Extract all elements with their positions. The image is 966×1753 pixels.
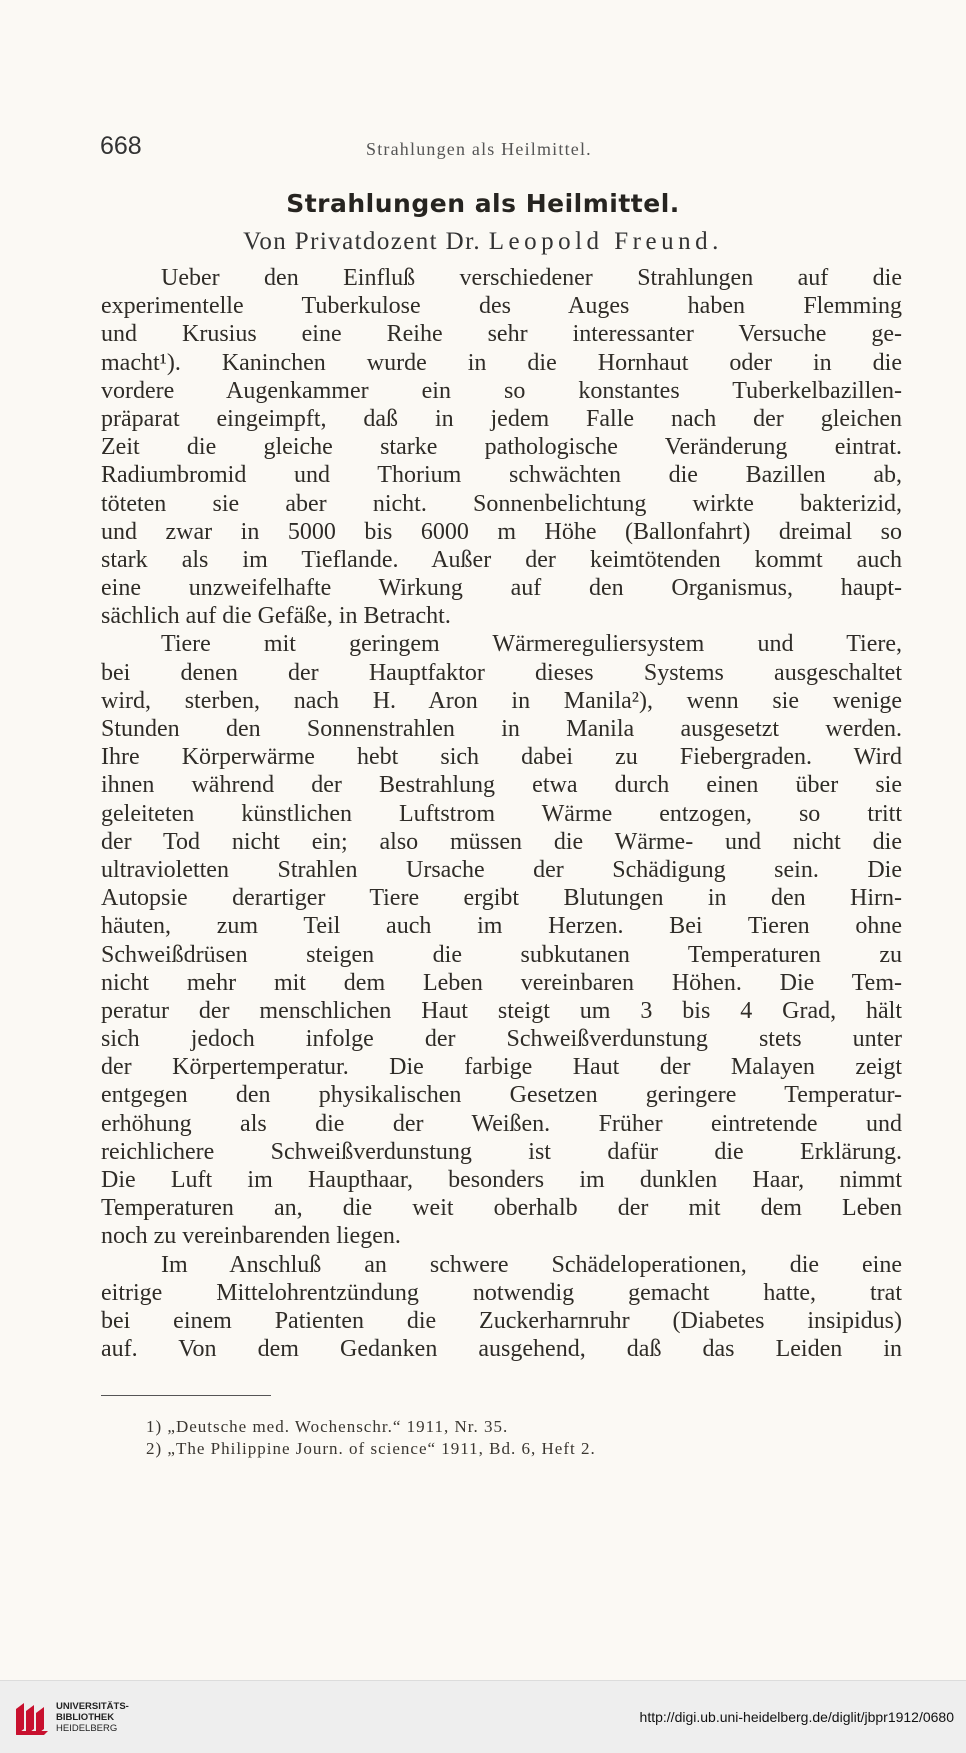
text-line: reichlichere Schweißverdunstung ist dafür die Erklärung. — [101, 1138, 902, 1165]
text-line: macht¹). Kaninchen wurde in die Hornhaut oder in die — [101, 349, 902, 376]
footnote-1: 1) „Deutsche med. Wochenschr.“ 1911, Nr. 35. — [146, 1417, 509, 1436]
text-line: der Körpertemperatur. Die farbige Haut der Malayen zeigt — [101, 1054, 902, 1081]
footnote-divider — [101, 1395, 271, 1396]
text-line: und Krusius eine Reihe sehr interessanter Versuche ge- — [101, 321, 902, 348]
text-line: sich jedoch infolge der Schweißverdunstung stets unter — [101, 1026, 902, 1053]
text-line: Ihre Körperwärme hebt sich dabei zu Fiebergraden. Wird — [101, 744, 902, 771]
text-line: peratur der menschlichen Haut steigt um 3 bis 4 Grad, hält — [101, 997, 902, 1024]
text-line: Radiumbromid und Thorium schwächten die Bazillen ab, — [101, 462, 902, 489]
text-line: Die Luft im Haupthaar, besonders im dunklen Haar, nimmt — [101, 1167, 902, 1193]
text-line: ultravioletten Strahlen Ursache der Schädigung sein. Die — [101, 856, 902, 883]
article-byline — [0, 228, 966, 256]
text-line: bei einem Patienten die Zuckerharnruhr (Diabetes insipidus) — [101, 1307, 902, 1334]
text-line: eine unzweifelhafte Wirkung auf den Organismus, haupt- — [101, 575, 902, 602]
text-line: geleiteten künstlichen Luftstrom Wärme entzogen, so tritt — [101, 800, 902, 827]
text-line: stark als im Tieflande. Außer der keimtötenden kommt auch — [101, 546, 902, 573]
text-line: und zwar in 5000 bis 6000 m Höhe (Ballonfahrt) dreimal so — [101, 518, 902, 545]
library-name — [56, 1701, 129, 1734]
text-line: Zeit die gleiche starke pathologische Veränderung eintrat. — [101, 434, 902, 461]
text-line: eitrige Mittelohrentzündung notwendig gemacht hatte, trat — [101, 1279, 902, 1306]
text-line: erhöhung als die der Weißen. Früher eintretende und — [101, 1110, 902, 1137]
text-line: Im Anschluß an schwere Schädeloperationen, die eine — [161, 1251, 902, 1278]
text-line: noch zu vereinbarenden liegen. — [101, 1223, 401, 1250]
text-line: wird, sterben, nach H. Aron in Manila²), wenn sie wenige — [101, 687, 902, 714]
text-line: der Tod nicht ein; also müssen die Wärme- und nicht die — [101, 828, 902, 855]
text-line: auf. Von dem Gedanken ausgehend, daß das Leiden in — [101, 1336, 902, 1363]
text-line: töteten sie aber nicht. Sonnenbelichtung wirkte bakterizid, — [101, 490, 902, 517]
text-line: präparat eingeimpft, daß in jedem Falle nach der gleichen — [101, 405, 902, 432]
permalink-url[interactable]: http://digi.ub.uni-heidelberg.de/diglit/jbpr1912/0680 — [639, 1709, 954, 1725]
text-line: häuten, zum Teil auch im Herzen. Bei Tieren ohne — [101, 913, 902, 940]
text-line: Schweißdrüsen steigen die subkutanen Temperaturen zu — [101, 941, 902, 968]
text-line: Ueber den Einfluß verschiedener Strahlungen auf die — [161, 265, 902, 291]
text-line: Tiere mit geringem Wärmereguliersystem und Tiere, — [161, 631, 902, 658]
text-line: experimentelle Tuberkulose des Auges haben Flemming — [101, 293, 902, 320]
article-title: Strahlungen als Heilmittel. — [286, 189, 680, 218]
text-line: ihnen während der Bestrahlung etwa durch einen über sie — [101, 772, 902, 799]
viewer-footer-bar — [0, 1680, 966, 1753]
text-line: bei denen der Hauptfaktor dieses Systems ausgeschaltet — [101, 659, 902, 686]
text-line: Temperaturen an, die weit oberhalb der mit dem Leben — [101, 1195, 902, 1222]
text-line: entgegen den physikalischen Gesetzen geringere Temperatur- — [101, 1082, 902, 1109]
text-line: nicht mehr mit dem Leben vereinbaren Höhen. Die Tem- — [101, 969, 902, 996]
library-name-line: BIBLIOTHEK — [56, 1712, 115, 1723]
running-header — [100, 132, 900, 168]
text-line: Stunden den Sonnenstrahlen in Manila ausgesetzt werden. — [101, 716, 902, 742]
text-line: sächlich auf die Gefäße, in Betracht. — [101, 603, 451, 630]
footnote-2: 2) „The Philippine Journ. of science“ 1911, Bd. 6, Heft 2. — [146, 1439, 596, 1458]
page-number: 668 — [100, 132, 142, 160]
text-line: Autopsie derartiger Tiere ergibt Blutungen in den Hirn- — [101, 885, 902, 912]
footnotes — [146, 1416, 846, 1460]
university-library-logo-icon — [12, 1699, 52, 1739]
article-body — [101, 264, 902, 1363]
text-line: vordere Augenkammer ein so konstantes Tuberkelbazillen- — [101, 377, 902, 404]
library-name-line: UNIVERSITÄTS- — [56, 1701, 129, 1712]
library-name-line: HEIDELBERG — [56, 1723, 118, 1734]
running-title: Strahlungen als Heilmittel. — [366, 139, 592, 159]
author-name: Leopold Freund. — [488, 228, 723, 255]
byline-prefix: Von Privatdozent Dr. — [243, 228, 482, 255]
